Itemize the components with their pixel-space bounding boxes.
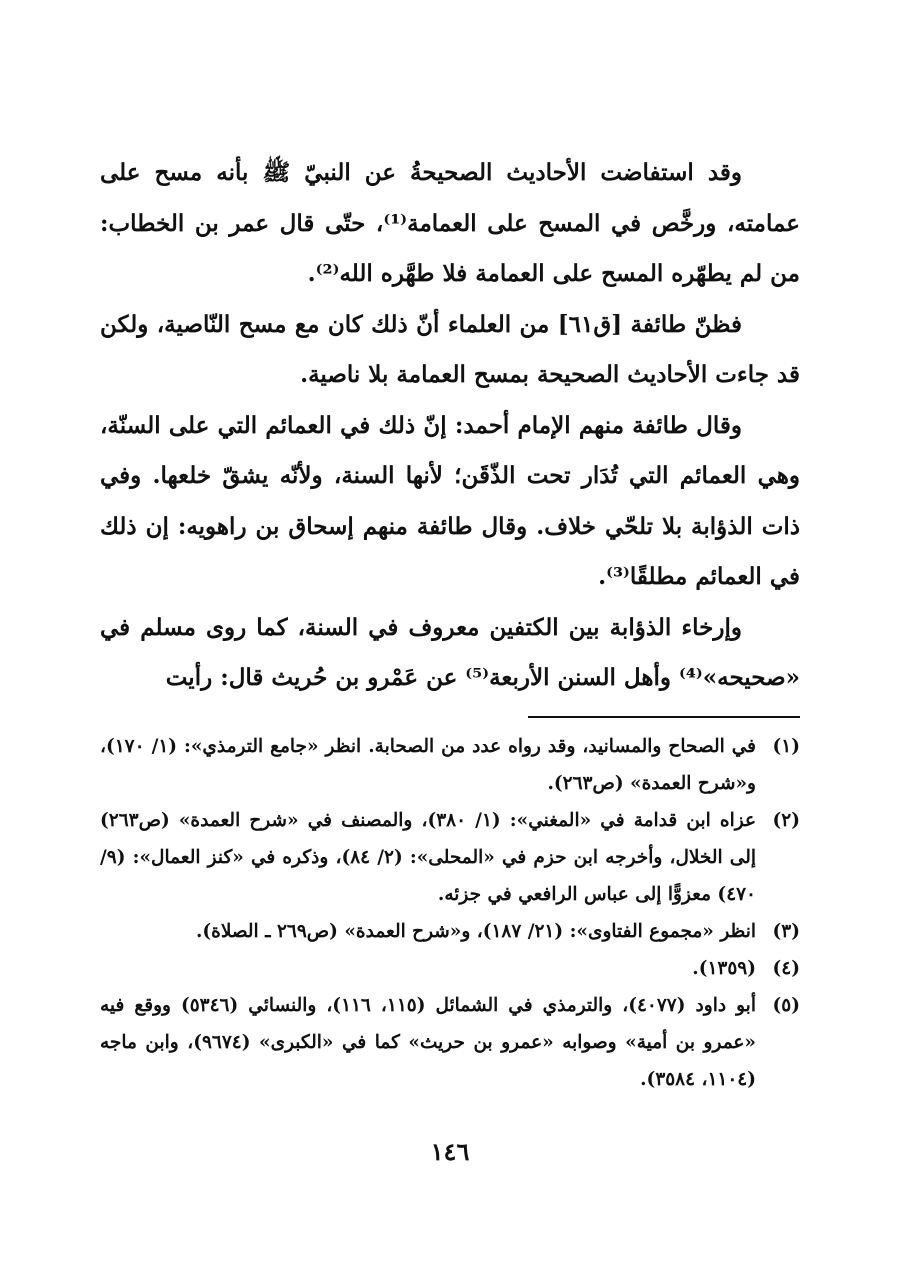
footnote-separator xyxy=(528,716,800,718)
footnote-number: (١) xyxy=(772,736,800,757)
footnote-text: عزاه ابن قدامة في «المغني»: (١/ ٣٨٠)، والمصنف في «شرح العمدة» (ص٢٦٣) إلى الخلال، وأخرجه ابن حزم في «المحلى»: (٢/ ٨٤)، وذكره في «كنز العمال»: (٩/ ٤٧٠) معزوًّا إلى عباس الرافعي في جزئه. xyxy=(100,810,757,905)
paragraph: وقال طائفة منهم الإمام أحمد: إنّ ذلك في العمائم التي على السنّة، وهي العمائم التي تُدَار تحت الذّقَن؛ لأنها السنة، ولأنّه يشقّ خلعها. وفي ذات الذؤابة بلا تلحّي خلاف. وقال طائفة منهم إسحاق بن راهويه: إن ذلك في العمائم مطلقًا⁽³⁾. xyxy=(100,411,800,590)
footnote-text: انظر «مجموع الفتاوى»: (٢١/ ١٨٧)، و«شرح العمدة» (ص٢٦٩ ـ الصلاة). xyxy=(195,921,756,942)
footnote-4 xyxy=(100,950,800,987)
footnote-5 xyxy=(100,987,800,1098)
footnote-number: (٣) xyxy=(772,921,800,942)
footnote-1 xyxy=(100,728,800,802)
footnote-text: (١٣٥٩). xyxy=(692,958,756,979)
footnote-3 xyxy=(100,913,800,950)
paragraph: فظنّ طائفة [ق٦١] من العلماء أنّ ذلك كان مع مسح النّاصية، ولكن قد جاءت الأحاديث الصحيحة بمسح العمامة بلا ناصية. xyxy=(100,310,800,388)
paragraph: وقد استفاضت الأحاديث الصحيحةُ عن النبيّ ﷺ بأنه مسح على عمامته، ورخَّص في المسح على العمامة⁽¹⁾، حتّى قال عمر بن الخطاب: من لم يطهّره المسح على العمامة فلا طهَّره الله⁽²⁾. xyxy=(100,159,800,287)
page-number: ١٤٦ xyxy=(430,1137,470,1166)
footnote-number: (٢) xyxy=(772,810,800,831)
footnote-number: (٥) xyxy=(772,995,800,1016)
footnote-number: (٤) xyxy=(772,958,800,979)
footnotes xyxy=(100,728,800,1098)
main-text xyxy=(100,148,800,704)
footnote-text: في الصحاح والمسانيد، وقد رواه عدد من الصحابة. انظر «جامع الترمذي»: (١/ ١٧٠)، و«شرح العمدة» (ص٢٦٣). xyxy=(100,736,756,794)
footnote-text: أبو داود (٤٠٧٧)، والترمذي في الشمائل (١١٥، ١١٦)، والنسائي (٥٣٤٦) ووقع فيه «عمرو بن أمية» وصوابه «عمرو بن حريث» كما في «الكبرى» (٩٦٧٤)، وابن ماجه (١١٠٤، ٣٥٨٤). xyxy=(100,995,756,1090)
paragraph: وإرخاء الذؤابة بين الكتفين معروف في السنة، كما روى مسلم في «صحيحه»⁽⁴⁾ وأهل السنن الأربعة⁽⁵⁾ عن عَمْرو بن حُريث قال: رأيت xyxy=(100,613,800,691)
footnote-2 xyxy=(100,802,800,913)
